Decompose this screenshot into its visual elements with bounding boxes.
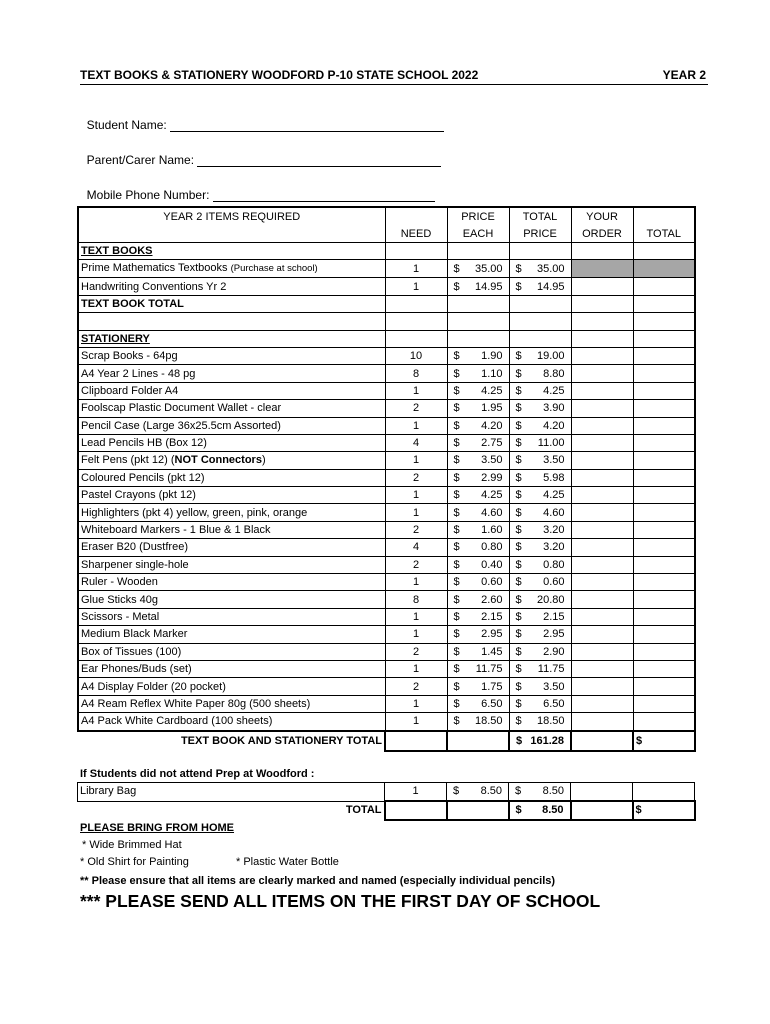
currency-symbol: $ bbox=[453, 280, 460, 293]
your-order-cell[interactable] bbox=[571, 660, 633, 677]
library-heading: If Students did not attend Prep at Woodford : bbox=[80, 768, 315, 780]
item-name: Pastel Crayons (pkt 12) bbox=[78, 487, 385, 504]
item-need: 2 bbox=[385, 678, 447, 695]
item-price: 1.90 bbox=[481, 350, 503, 363]
currency-symbol: $ bbox=[515, 611, 522, 623]
item-name: Pencil Case (Large 36x25.5cm Assorted) bbox=[78, 417, 385, 434]
item-price: 18.50 bbox=[474, 715, 503, 728]
stationery-row bbox=[78, 487, 695, 504]
currency-symbol: $ bbox=[453, 558, 460, 571]
item-total: 14.95 bbox=[536, 280, 565, 293]
currency-symbol: $ bbox=[453, 593, 460, 606]
your-order-cell[interactable] bbox=[571, 278, 633, 295]
currency-symbol: $ bbox=[515, 262, 522, 275]
stationery-row bbox=[78, 452, 695, 469]
item-price: 0.60 bbox=[481, 576, 503, 589]
item-price: 14.95 bbox=[474, 280, 503, 293]
total-cell[interactable] bbox=[633, 278, 695, 295]
item-name: Prime Mathematics Textbooks (Purchase at school) bbox=[78, 260, 385, 278]
currency-symbol: $ bbox=[515, 419, 522, 432]
item-price: 35.00 bbox=[474, 262, 503, 275]
header-order-2: ORDER bbox=[571, 225, 633, 243]
your-order-cell[interactable] bbox=[571, 591, 633, 608]
item-total: 11.00 bbox=[537, 437, 565, 450]
your-order-cell[interactable] bbox=[571, 365, 633, 382]
item-price: 2.15 bbox=[481, 611, 503, 623]
item-name: Felt Pens (pkt 12) (NOT Connectors) bbox=[78, 452, 385, 469]
your-order-cell[interactable] bbox=[571, 434, 633, 451]
total-cell[interactable] bbox=[633, 713, 695, 731]
item-total: 4.20 bbox=[543, 419, 565, 432]
item-need: 1 bbox=[385, 626, 447, 643]
item-need: 8 bbox=[385, 591, 447, 608]
your-order-cell[interactable] bbox=[571, 452, 633, 469]
total-cell[interactable] bbox=[633, 347, 695, 364]
item-name: Box of Tissues (100) bbox=[78, 643, 385, 660]
stationery-heading: STATIONERY bbox=[81, 332, 150, 345]
total-cell[interactable] bbox=[633, 487, 695, 504]
grand-total-value: 161.28 bbox=[530, 734, 564, 747]
item-total: 11.75 bbox=[537, 663, 565, 676]
your-order-cell[interactable] bbox=[571, 260, 633, 278]
your-order-cell[interactable] bbox=[571, 521, 633, 538]
library-item-name: Library Bag bbox=[78, 783, 385, 802]
library-total-row bbox=[78, 801, 695, 820]
header-order-1: YOUR bbox=[571, 207, 633, 225]
library-total-cell[interactable] bbox=[633, 783, 695, 802]
item-need: 1 bbox=[385, 452, 447, 469]
item-need: 2 bbox=[385, 643, 447, 660]
total-cell[interactable] bbox=[633, 260, 695, 278]
total-cell[interactable] bbox=[633, 452, 695, 469]
item-price: 1.10 bbox=[481, 367, 503, 380]
item-need: 2 bbox=[385, 521, 447, 538]
bring-item-bottle: * Plastic Water Bottle bbox=[236, 856, 339, 868]
parent-name-line[interactable] bbox=[197, 154, 441, 167]
item-total: 6.50 bbox=[543, 697, 565, 710]
item-name: Scrap Books - 64pg bbox=[78, 347, 385, 364]
currency-symbol: $ bbox=[515, 489, 522, 502]
currency-symbol: $ bbox=[453, 489, 460, 502]
item-need: 1 bbox=[385, 574, 447, 591]
stationery-row bbox=[78, 469, 695, 486]
your-order-cell[interactable] bbox=[571, 469, 633, 486]
currency-symbol: $ bbox=[453, 645, 460, 658]
item-price: 4.25 bbox=[481, 489, 503, 502]
year-label: YEAR 2 bbox=[662, 68, 706, 82]
item-name: Handwriting Conventions Yr 2 bbox=[78, 278, 385, 295]
stationery-row bbox=[78, 695, 695, 712]
header-total-price-1: TOTAL bbox=[509, 207, 571, 225]
item-price: 1.60 bbox=[481, 524, 503, 537]
currency-symbol: $ bbox=[515, 471, 522, 484]
item-need: 2 bbox=[385, 400, 447, 417]
currency-symbol: $ bbox=[453, 611, 460, 623]
send-note: *** PLEASE SEND ALL ITEMS ON THE FIRST DAY OF SCHOOL bbox=[80, 891, 601, 911]
stationery-row bbox=[78, 539, 695, 556]
currency-symbol: $ bbox=[453, 524, 460, 537]
item-need: 1 bbox=[385, 504, 447, 521]
currency-symbol: $ bbox=[515, 454, 522, 467]
bring-from-home-heading: PLEASE BRING FROM HOME bbox=[80, 822, 235, 834]
currency-symbol: $ bbox=[515, 680, 522, 693]
library-total-value: 8.50 bbox=[542, 804, 564, 816]
currency-symbol: $ bbox=[515, 715, 522, 728]
item-need: 4 bbox=[385, 434, 447, 451]
item-price: 2.95 bbox=[481, 628, 503, 641]
item-total: 0.60 bbox=[543, 576, 565, 589]
marking-note: ** Please ensure that all items are clearly marked and named (especially individual pencils) bbox=[80, 875, 556, 887]
item-need: 2 bbox=[385, 469, 447, 486]
item-need: 2 bbox=[385, 556, 447, 573]
your-order-cell[interactable] bbox=[571, 643, 633, 660]
stationery-row bbox=[78, 365, 695, 382]
total-cell[interactable] bbox=[633, 556, 695, 573]
textbook-row bbox=[78, 278, 695, 295]
item-total: 4.60 bbox=[543, 506, 565, 519]
item-name: Foolscap Plastic Document Wallet - clear bbox=[78, 400, 385, 417]
item-price: 4.20 bbox=[481, 419, 503, 432]
your-order-cell[interactable] bbox=[571, 400, 633, 417]
your-order-cell[interactable] bbox=[571, 382, 633, 399]
item-name: Scissors - Metal bbox=[78, 608, 385, 625]
item-total: 2.15 bbox=[543, 611, 565, 623]
document-title: TEXT BOOKS & STATIONERY WOODFORD P-10 STATE SCHOOL 2022 bbox=[80, 68, 479, 82]
item-total: 5.98 bbox=[543, 471, 565, 484]
currency-symbol: $ bbox=[453, 367, 460, 380]
total-cell[interactable] bbox=[633, 574, 695, 591]
stationery-heading-row bbox=[78, 330, 695, 347]
currency-symbol: $ bbox=[635, 804, 642, 816]
currency-symbol: $ bbox=[453, 785, 460, 797]
item-name: Clipboard Folder A4 bbox=[78, 382, 385, 399]
item-total: 3.90 bbox=[543, 402, 565, 415]
total-cell[interactable] bbox=[633, 626, 695, 643]
currency-symbol: $ bbox=[515, 785, 522, 797]
your-order-cell[interactable] bbox=[571, 626, 633, 643]
item-total: 2.95 bbox=[543, 628, 565, 641]
currency-symbol: $ bbox=[453, 454, 460, 467]
grand-total-row bbox=[78, 731, 695, 751]
item-price: 2.99 bbox=[481, 471, 503, 484]
grand-total-order-cell[interactable] bbox=[633, 731, 695, 751]
header-total-price-2: PRICE bbox=[509, 225, 571, 243]
currency-symbol: $ bbox=[515, 384, 522, 397]
currency-symbol: $ bbox=[515, 402, 522, 415]
currency-symbol: $ bbox=[453, 663, 460, 676]
currency-symbol: $ bbox=[515, 558, 522, 571]
currency-symbol: $ bbox=[515, 367, 522, 380]
item-need: 4 bbox=[385, 539, 447, 556]
bring-item-hat: * Wide Brimmed Hat bbox=[82, 839, 182, 851]
your-order-cell[interactable] bbox=[571, 556, 633, 573]
item-need: 1 bbox=[385, 608, 447, 625]
textbooks-heading-row bbox=[78, 243, 695, 260]
item-name: Sharpener single-hole bbox=[78, 556, 385, 573]
item-total: 4.25 bbox=[543, 489, 565, 502]
item-need: 10 bbox=[385, 347, 447, 364]
mobile-line[interactable] bbox=[213, 189, 435, 202]
header-row-1 bbox=[78, 207, 695, 225]
currency-symbol: $ bbox=[515, 628, 522, 641]
currency-symbol: $ bbox=[453, 715, 460, 728]
item-price: 1.75 bbox=[481, 680, 503, 693]
stationery-row bbox=[78, 608, 695, 625]
your-order-cell[interactable] bbox=[571, 574, 633, 591]
item-total: 3.50 bbox=[543, 454, 565, 467]
item-total: 3.20 bbox=[543, 524, 565, 537]
currency-symbol: $ bbox=[453, 419, 460, 432]
document-header bbox=[80, 68, 708, 85]
item-total: 35.00 bbox=[536, 262, 565, 275]
total-cell[interactable] bbox=[633, 469, 695, 486]
currency-symbol: $ bbox=[453, 402, 460, 415]
currency-symbol: $ bbox=[515, 576, 522, 589]
item-name: Lead Pencils HB (Box 12) bbox=[78, 434, 385, 451]
textbook-total-row bbox=[78, 295, 695, 312]
currency-symbol: $ bbox=[515, 593, 522, 606]
stationery-row bbox=[78, 574, 695, 591]
item-name: Medium Black Marker bbox=[78, 626, 385, 643]
stationery-row bbox=[78, 347, 695, 364]
currency-symbol: $ bbox=[515, 280, 522, 293]
your-order-cell[interactable] bbox=[571, 713, 633, 731]
currency-symbol: $ bbox=[515, 541, 522, 554]
your-order-cell[interactable] bbox=[571, 678, 633, 695]
currency-symbol: $ bbox=[453, 437, 460, 450]
item-need: 1 bbox=[385, 417, 447, 434]
item-price: 0.80 bbox=[481, 541, 503, 554]
your-order-cell[interactable] bbox=[571, 487, 633, 504]
item-total: 2.90 bbox=[543, 645, 565, 658]
item-name: A4 Pack White Cardboard (100 sheets) bbox=[78, 713, 385, 731]
item-name: Ruler - Wooden bbox=[78, 574, 385, 591]
parent-name-field[interactable] bbox=[80, 139, 441, 167]
header-price-1: PRICE bbox=[447, 207, 509, 225]
currency-symbol: $ bbox=[453, 628, 460, 641]
stationery-row bbox=[78, 400, 695, 417]
header-total: TOTAL bbox=[633, 225, 695, 243]
currency-symbol: $ bbox=[453, 384, 460, 397]
item-name: A4 Display Folder (20 pocket) bbox=[78, 678, 385, 695]
parent-name-label: Parent/Carer Name: bbox=[86, 153, 195, 167]
currency-symbol: $ bbox=[515, 663, 522, 676]
your-order-cell[interactable] bbox=[571, 504, 633, 521]
items-table bbox=[77, 206, 696, 752]
mobile-label: Mobile Phone Number: bbox=[86, 188, 210, 202]
total-cell[interactable] bbox=[633, 382, 695, 399]
stationery-row bbox=[78, 643, 695, 660]
item-need: 1 bbox=[385, 487, 447, 504]
item-need: 1 bbox=[385, 660, 447, 677]
stationery-row bbox=[78, 382, 695, 399]
total-cell[interactable] bbox=[633, 643, 695, 660]
student-name-field[interactable] bbox=[80, 104, 444, 132]
item-price: 1.45 bbox=[481, 645, 503, 658]
item-total: 8.80 bbox=[543, 367, 565, 380]
item-total: 3.20 bbox=[543, 541, 565, 554]
library-item-need: 1 bbox=[385, 783, 447, 802]
currency-symbol: $ bbox=[515, 804, 522, 816]
total-cell[interactable] bbox=[633, 591, 695, 608]
stationery-row bbox=[78, 556, 695, 573]
library-item-price: 8.50 bbox=[480, 785, 502, 797]
item-name: A4 Ream Reflex White Paper 80g (500 sheets) bbox=[78, 695, 385, 712]
item-price: 1.95 bbox=[481, 402, 503, 415]
stationery-row bbox=[78, 504, 695, 521]
total-cell[interactable] bbox=[633, 521, 695, 538]
header-need: NEED bbox=[385, 225, 447, 243]
item-price: 2.60 bbox=[481, 593, 503, 606]
total-cell[interactable] bbox=[633, 400, 695, 417]
item-need: 8 bbox=[385, 365, 447, 382]
library-grand-total-cell[interactable] bbox=[633, 801, 695, 820]
header-row-2 bbox=[78, 225, 695, 243]
item-total: 3.50 bbox=[543, 680, 565, 693]
item-need: 1 bbox=[385, 382, 447, 399]
currency-symbol: $ bbox=[516, 734, 523, 747]
total-cell[interactable] bbox=[633, 608, 695, 625]
stationery-row bbox=[78, 591, 695, 608]
your-order-cell[interactable] bbox=[571, 695, 633, 712]
item-need: 1 bbox=[385, 713, 447, 731]
stationery-row bbox=[78, 434, 695, 451]
currency-symbol: $ bbox=[453, 697, 460, 710]
item-need: 1 bbox=[385, 260, 447, 278]
item-price: 4.25 bbox=[481, 384, 503, 397]
your-order-cell[interactable] bbox=[571, 539, 633, 556]
item-total: 20.80 bbox=[536, 593, 565, 606]
item-name: Whiteboard Markers - 1 Blue & 1 Black bbox=[78, 521, 385, 538]
header-items: YEAR 2 ITEMS REQUIRED bbox=[78, 207, 385, 225]
total-cell[interactable] bbox=[633, 434, 695, 451]
stationery-row bbox=[78, 678, 695, 695]
total-cell[interactable] bbox=[633, 504, 695, 521]
item-need: 1 bbox=[385, 695, 447, 712]
currency-symbol: $ bbox=[453, 262, 460, 275]
item-price: 0.40 bbox=[481, 558, 503, 571]
library-total-label: TOTAL bbox=[345, 804, 382, 817]
currency-symbol: $ bbox=[453, 541, 460, 554]
item-name: Coloured Pencils (pkt 12) bbox=[78, 469, 385, 486]
item-price: 2.75 bbox=[481, 437, 503, 450]
library-item-total: 8.50 bbox=[542, 785, 564, 797]
textbook-row bbox=[78, 260, 695, 278]
textbook-total-label: TEXT BOOK TOTAL bbox=[81, 297, 184, 310]
currency-symbol: $ bbox=[453, 680, 460, 693]
total-cell[interactable] bbox=[633, 660, 695, 677]
currency-symbol: $ bbox=[515, 437, 522, 450]
student-name-label: Student Name: bbox=[86, 118, 167, 132]
stationery-row bbox=[78, 417, 695, 434]
item-total: 19.00 bbox=[536, 350, 565, 363]
spacer-row bbox=[78, 313, 695, 330]
mobile-field[interactable] bbox=[80, 174, 435, 202]
currency-symbol: $ bbox=[453, 576, 460, 589]
item-total: 4.25 bbox=[543, 384, 565, 397]
item-name: Eraser B20 (Dustfree) bbox=[78, 539, 385, 556]
currency-symbol: $ bbox=[515, 506, 522, 519]
item-need: 1 bbox=[385, 278, 447, 295]
currency-symbol: $ bbox=[636, 734, 643, 747]
stationery-row bbox=[78, 660, 695, 677]
bring-item-shirt: * Old Shirt for Painting bbox=[80, 856, 189, 868]
total-cell[interactable] bbox=[633, 365, 695, 382]
total-cell[interactable] bbox=[633, 417, 695, 434]
total-cell[interactable] bbox=[633, 678, 695, 695]
currency-symbol: $ bbox=[515, 697, 522, 710]
stationery-row bbox=[78, 713, 695, 731]
currency-symbol: $ bbox=[453, 350, 460, 363]
stationery-row bbox=[78, 521, 695, 538]
currency-symbol: $ bbox=[453, 471, 460, 484]
library-row bbox=[78, 783, 695, 802]
total-cell[interactable] bbox=[633, 539, 695, 556]
item-name: A4 Year 2 Lines - 48 pg bbox=[78, 365, 385, 382]
item-total: 0.80 bbox=[543, 558, 565, 571]
item-price: 3.50 bbox=[481, 454, 503, 467]
currency-symbol: $ bbox=[515, 350, 522, 363]
your-order-cell[interactable] bbox=[571, 608, 633, 625]
item-name: Ear Phones/Buds (set) bbox=[78, 660, 385, 677]
your-order-cell[interactable] bbox=[571, 417, 633, 434]
library-your-order-cell[interactable] bbox=[571, 783, 633, 802]
item-price: 11.75 bbox=[475, 663, 503, 676]
currency-symbol: $ bbox=[515, 524, 522, 537]
total-cell[interactable] bbox=[633, 695, 695, 712]
currency-symbol: $ bbox=[453, 506, 460, 519]
item-price: 4.60 bbox=[481, 506, 503, 519]
library-table bbox=[77, 782, 696, 821]
item-name: Glue Sticks 40g bbox=[78, 591, 385, 608]
item-price: 6.50 bbox=[481, 697, 503, 710]
stationery-row bbox=[78, 626, 695, 643]
currency-symbol: $ bbox=[515, 645, 522, 658]
student-name-line[interactable] bbox=[170, 119, 444, 132]
grand-total-label: TEXT BOOK AND STATIONERY TOTAL bbox=[78, 731, 385, 751]
your-order-cell[interactable] bbox=[571, 347, 633, 364]
textbooks-heading: TEXT BOOKS bbox=[81, 245, 153, 258]
item-name: Highlighters (pkt 4) yellow, green, pink, orange bbox=[78, 504, 385, 521]
header-price-2: EACH bbox=[447, 225, 509, 243]
item-total: 18.50 bbox=[536, 715, 565, 728]
